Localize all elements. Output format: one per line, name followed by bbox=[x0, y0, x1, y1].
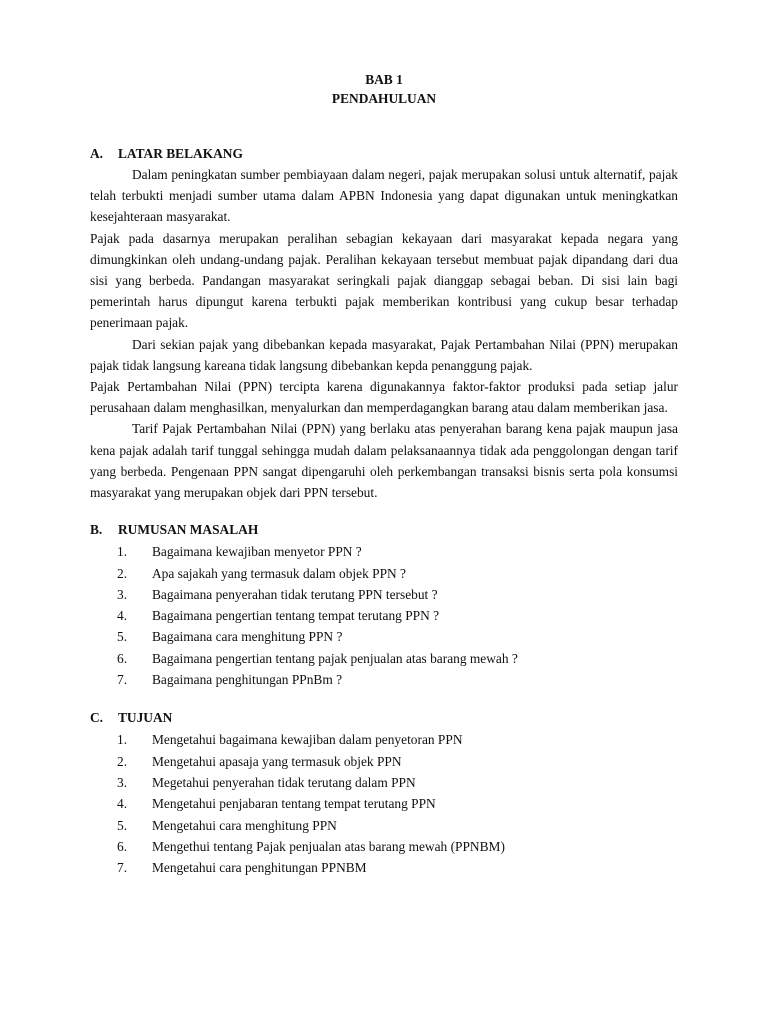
list-item-number: 4. bbox=[117, 796, 128, 812]
list-item bbox=[90, 626, 678, 647]
list-item bbox=[90, 836, 678, 857]
list-item bbox=[90, 584, 678, 605]
section-c-letter: C. bbox=[90, 710, 104, 726]
list-item-text: Mengetahui cara menghitung PPN bbox=[152, 817, 337, 833]
section-a-heading bbox=[90, 143, 678, 164]
list-item-number: 3. bbox=[117, 774, 128, 790]
list-item bbox=[90, 541, 678, 562]
list-item bbox=[90, 772, 678, 793]
list-item-text: Apa sajakah yang termasuk dalam objek PPN ? bbox=[152, 565, 406, 581]
list-item-text: Bagaimana kewajiban menyetor PPN ? bbox=[152, 544, 362, 560]
section-b-heading bbox=[90, 519, 678, 540]
list-item-text: Mengetahui penjabaran tentang tempat terutang PPN bbox=[152, 796, 436, 812]
paragraph-1: Dalam peningkatan sumber pembiayaan dalam negeri, pajak merupakan solusi untuk alternatif, pajak telah terbukti menjadi sumber utama dalam APBN Indonesia yang dapat digunakan untuk meningkatkan kesejahteraan masyarakat. bbox=[90, 167, 678, 225]
list-item-number: 3. bbox=[117, 586, 128, 602]
section-b-letter: B. bbox=[90, 522, 103, 538]
section-b-title: RUMUSAN MASALAH bbox=[118, 522, 259, 538]
list-item-text: Bagaimana penyerahan tidak terutang PPN tersebut ? bbox=[152, 586, 438, 602]
list-item bbox=[90, 563, 678, 584]
list-item-number: 5. bbox=[117, 629, 128, 645]
section-c-heading bbox=[90, 707, 678, 728]
list-item-text: Bagaimana cara menghitung PPN ? bbox=[152, 629, 343, 645]
problem-list bbox=[90, 541, 678, 690]
list-item-number: 2. bbox=[117, 565, 128, 581]
list-item bbox=[90, 605, 678, 626]
list-item-number: 7. bbox=[117, 672, 128, 688]
chapter-title: PENDAHULUAN bbox=[331, 91, 437, 106]
list-item-text: Bagaimana penghitungan PPnBm ? bbox=[152, 672, 343, 688]
list-item-number: 6. bbox=[117, 838, 128, 854]
list-item-text: Mengetahui apasaja yang termasuk objek PPN bbox=[152, 753, 402, 769]
list-item-number: 4. bbox=[117, 608, 128, 624]
paragraph-2: Pajak pada dasarnya merupakan peralihan sebagian kekayaan dari masyarakat kepada negara yang dimungkinkan oleh undang-undang pajak. Peralihan kekayaan tersebut membuat pajak dipandang dari dua sisi yang berbeda. Pandangan masyarakat seringkali pajak dianggap sebagai beban. Di sisi lain bagi pemerintah harus dipungut karena terbukti pajak memberikan kontribusi yang cukup besar terhadap penerimaan pajak. bbox=[90, 230, 678, 331]
paragraph-3: Dari sekian pajak yang dibebankan kepada masyarakat, Pajak Pertambahan Nilai (PPN) merupakan pajak tidak langsung kareana tidak langsung dibebankan kepda penanggung pajak. bbox=[90, 336, 678, 373]
list-item-text: Mengethui tentang Pajak penjualan atas barang mewah (PPNBM) bbox=[152, 838, 505, 854]
list-item bbox=[90, 751, 678, 772]
list-item-text: Bagaimana pengertian tentang pajak penjualan atas barang mewah ? bbox=[152, 650, 518, 666]
list-item-number: 7. bbox=[117, 860, 128, 876]
paragraph-5: Tarif Pajak Pertambahan Nilai (PPN) yang berlaku atas penyerahan barang kena pajak maupun jasa kena pajak adalah tarif tunggal sehingga mudah dalam pelaksanaannya tidak ada penggolongan dengan tarif yang berbeda. Pengenaan PPN sangat dipengaruhi oleh perkembangan transaksi bisnis serta pola konsumsi masyarakat yang merupakan objek dari PPN tersebut. bbox=[90, 421, 678, 501]
chapter-number: BAB 1 bbox=[365, 72, 403, 87]
list-item-text: Bagaimana pengertian tentang tempat terutang PPN ? bbox=[152, 608, 440, 624]
list-item-number: 1. bbox=[117, 732, 128, 748]
section-c-title: TUJUAN bbox=[118, 710, 173, 726]
document-page bbox=[90, 70, 678, 878]
list-item-text: Megetahui penyerahan tidak terutang dalam PPN bbox=[152, 774, 416, 790]
goals-list bbox=[90, 729, 678, 878]
list-item-number: 6. bbox=[117, 650, 128, 666]
list-item bbox=[90, 669, 678, 690]
list-item-number: 2. bbox=[117, 753, 128, 769]
list-item bbox=[90, 648, 678, 669]
list-item bbox=[90, 793, 678, 814]
section-a-letter: A. bbox=[90, 146, 104, 161]
list-item bbox=[90, 815, 678, 836]
list-item bbox=[90, 857, 678, 878]
list-item-number: 1. bbox=[117, 544, 128, 560]
section-a-title: LATAR BELAKANG bbox=[118, 146, 243, 161]
paragraph-4: Pajak Pertambahan Nilai (PPN) tercipta karena digunakannya faktor-faktor produksi pada setiap jalur perusahaan dalam menghasilkan, menyalurkan dan memperdagangkan barang atau dalam memberikan jasa. bbox=[90, 379, 678, 416]
list-item-text: Mengetahui cara penghitungan PPNBM bbox=[152, 860, 367, 876]
list-item-text: Mengetahui bagaimana kewajiban dalam penyetoran PPN bbox=[152, 732, 463, 748]
list-item-number: 5. bbox=[117, 817, 128, 833]
list-item bbox=[90, 729, 678, 750]
